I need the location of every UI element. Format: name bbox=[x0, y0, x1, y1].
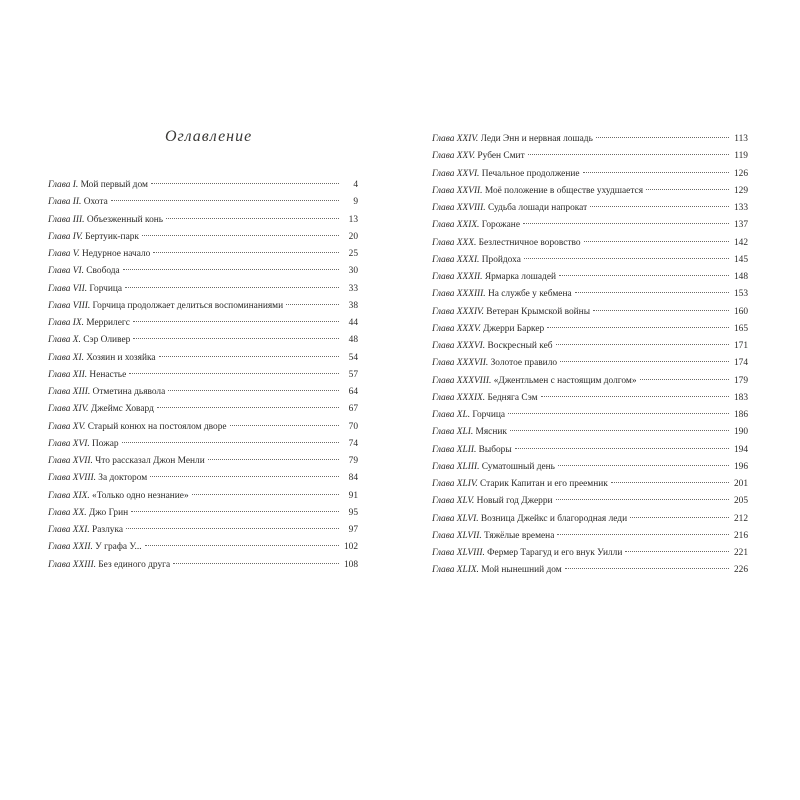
dot-leader bbox=[523, 223, 729, 224]
page-number: 33 bbox=[348, 283, 358, 294]
page-number: 20 bbox=[348, 231, 358, 242]
page-number: 67 bbox=[348, 404, 358, 415]
page-number: 9 bbox=[353, 197, 358, 208]
toc-entry bbox=[432, 476, 748, 493]
dot-leader bbox=[528, 154, 729, 155]
chapter-label: Глава XLII. bbox=[432, 444, 477, 455]
chapter-label: Глава XXXVI. bbox=[432, 341, 486, 351]
chapter-label: Глава XXXI. bbox=[432, 254, 480, 265]
toc-entry bbox=[432, 355, 748, 372]
toc-entry bbox=[432, 562, 748, 579]
toc-entry bbox=[432, 390, 748, 407]
chapter-label: Глава XLVI. bbox=[432, 513, 479, 524]
page-number: 64 bbox=[348, 387, 358, 397]
dot-leader bbox=[565, 568, 729, 569]
chapter-title: Что рассказал Джон Менли bbox=[95, 456, 205, 466]
chapter-title: Мясник bbox=[475, 427, 507, 438]
page-number: 84 bbox=[348, 473, 358, 484]
page-number: 226 bbox=[733, 565, 748, 576]
dot-leader bbox=[133, 338, 339, 339]
chapter-title: Рубен Смит bbox=[477, 151, 525, 162]
chapter-title: Горожане bbox=[481, 220, 520, 231]
page-number: 102 bbox=[343, 542, 358, 553]
toc-entry bbox=[48, 436, 358, 453]
chapter-label: Глава XLVIII. bbox=[432, 548, 485, 558]
dot-leader bbox=[575, 292, 729, 293]
dot-leader bbox=[166, 218, 339, 219]
chapter-title: Ненастье bbox=[89, 369, 127, 380]
toc-entry bbox=[432, 338, 748, 355]
chapter-title: Меррилегс bbox=[86, 318, 130, 328]
chapter-label: Глава III. bbox=[48, 214, 85, 225]
page-number: 97 bbox=[348, 525, 358, 535]
toc-entry bbox=[432, 131, 748, 148]
toc-entry bbox=[432, 269, 748, 286]
page-number: 221 bbox=[733, 548, 748, 558]
chapter-label: Глава IX. bbox=[48, 318, 84, 328]
dot-leader bbox=[556, 499, 729, 500]
chapter-label: Глава V. bbox=[48, 249, 80, 259]
page-number: 165 bbox=[733, 323, 748, 334]
page-number: 142 bbox=[733, 237, 748, 248]
toc-entry bbox=[48, 488, 358, 505]
toc-entry bbox=[48, 453, 358, 470]
chapter-label: Глава XV. bbox=[48, 421, 86, 432]
dot-leader bbox=[640, 379, 729, 380]
chapter-label: Глава XIII. bbox=[48, 387, 91, 397]
toc-entry bbox=[432, 235, 748, 252]
chapter-title: Бедняга Сэм bbox=[487, 392, 538, 403]
dot-leader bbox=[593, 310, 729, 311]
chapter-title: Возница Джейкс и благородная леди bbox=[480, 513, 628, 524]
dot-leader bbox=[168, 390, 339, 391]
toc-entry bbox=[48, 557, 358, 574]
chapter-label: Глава IV. bbox=[48, 231, 83, 242]
dot-leader bbox=[524, 258, 729, 259]
chapter-title: Горчица bbox=[472, 410, 506, 420]
chapter-label: Глава XVI. bbox=[48, 438, 90, 449]
toc-entry bbox=[432, 304, 748, 321]
chapter-label: Глава I. bbox=[48, 180, 79, 190]
dot-leader bbox=[596, 137, 729, 138]
chapter-label: Глава XXIV. bbox=[432, 134, 479, 144]
toc-entry bbox=[432, 252, 748, 269]
toc-entry bbox=[48, 246, 358, 263]
page-number: 57 bbox=[348, 369, 358, 380]
dot-leader bbox=[157, 407, 339, 408]
chapter-label: Глава XVII. bbox=[48, 456, 93, 466]
page-number: 13 bbox=[348, 214, 358, 225]
toc-entry bbox=[48, 505, 358, 522]
dot-leader bbox=[230, 425, 339, 426]
page-number: 54 bbox=[348, 352, 358, 363]
chapter-title: Мой нынешний дом bbox=[481, 565, 562, 576]
page-number: 153 bbox=[733, 289, 748, 300]
chapter-label: Глава XXV. bbox=[432, 151, 476, 162]
chapter-label: Глава XXX. bbox=[432, 237, 477, 248]
toc-entry bbox=[432, 511, 748, 528]
dot-leader bbox=[547, 327, 729, 328]
dot-leader bbox=[508, 413, 729, 414]
chapter-label: Глава X. bbox=[48, 335, 81, 346]
toc-entry bbox=[432, 407, 748, 424]
toc-entry bbox=[432, 424, 748, 441]
dot-leader bbox=[646, 189, 729, 190]
chapter-label: Глава XX. bbox=[48, 507, 87, 518]
chapter-label: Глава XXXII. bbox=[432, 272, 483, 282]
chapter-title: Ветеран Крымской войны bbox=[486, 306, 590, 317]
dot-leader bbox=[583, 172, 729, 173]
dot-leader bbox=[133, 321, 339, 322]
chapter-label: Глава XIX. bbox=[48, 490, 90, 501]
dot-leader bbox=[142, 235, 339, 236]
dot-leader bbox=[590, 206, 729, 207]
dot-leader bbox=[153, 252, 339, 253]
chapter-title: Без единого друга bbox=[98, 559, 171, 570]
toc-entry bbox=[48, 367, 358, 384]
chapter-label: Глава XLIII. bbox=[432, 461, 480, 472]
toc-entry bbox=[432, 321, 748, 338]
toc-entry bbox=[432, 200, 748, 217]
dot-leader bbox=[286, 304, 339, 305]
chapter-title: Безлестничное воровство bbox=[478, 237, 581, 248]
toc-entry bbox=[48, 315, 358, 332]
chapter-label: Глава XXVIII. bbox=[432, 203, 486, 213]
chapter-title: У графа У... bbox=[95, 542, 142, 553]
dot-leader bbox=[556, 344, 729, 345]
dot-leader bbox=[208, 459, 339, 460]
page-number: 212 bbox=[733, 513, 748, 524]
chapter-label: Глава XXIII. bbox=[48, 559, 96, 570]
toc-left-column bbox=[48, 177, 358, 574]
chapter-title: Джо Грин bbox=[88, 507, 129, 518]
toc-entry bbox=[48, 522, 358, 539]
chapter-title: Сэр Оливер bbox=[83, 335, 131, 346]
toc-entry bbox=[48, 332, 358, 349]
toc-entry bbox=[432, 545, 748, 562]
chapter-label: Глава XLIX. bbox=[432, 565, 479, 576]
dot-leader bbox=[541, 396, 729, 397]
chapter-title: На службе у кебмена bbox=[488, 289, 572, 300]
chapter-title: Охота bbox=[83, 197, 108, 208]
toc-entry bbox=[48, 539, 358, 556]
chapter-label: Глава XVIII. bbox=[48, 473, 96, 484]
dot-leader bbox=[145, 545, 339, 546]
toc-entry bbox=[432, 148, 748, 165]
page-title: Оглавление bbox=[165, 128, 253, 145]
chapter-label: Глава XLIV. bbox=[432, 479, 478, 489]
chapter-label: Глава XL. bbox=[432, 410, 471, 420]
toc-entry bbox=[48, 350, 358, 367]
page-number: 129 bbox=[733, 185, 748, 196]
dot-leader bbox=[159, 356, 339, 357]
toc-entry bbox=[48, 470, 358, 487]
page-number: 126 bbox=[733, 168, 748, 179]
chapter-title: Свобода bbox=[86, 266, 120, 277]
dot-leader bbox=[123, 269, 339, 270]
toc-entry bbox=[48, 194, 358, 211]
chapter-title: Пожар bbox=[92, 438, 119, 449]
dot-leader bbox=[122, 442, 339, 443]
toc-entry bbox=[432, 459, 748, 476]
page-number: 25 bbox=[348, 249, 358, 259]
chapter-title: Тяжёлые времена bbox=[484, 530, 555, 541]
dot-leader bbox=[173, 563, 339, 564]
page-number: 137 bbox=[733, 220, 748, 231]
page-number: 190 bbox=[733, 427, 748, 438]
toc-entry bbox=[48, 419, 358, 436]
page-number: 196 bbox=[733, 461, 748, 472]
chapter-title: Печальное продолжение bbox=[481, 168, 580, 179]
chapter-title: Объезженный конь bbox=[86, 214, 164, 225]
chapter-title: Пройдоха bbox=[481, 254, 521, 265]
page-number: 38 bbox=[348, 300, 358, 311]
chapter-label: Глава XXXIV. bbox=[432, 306, 484, 317]
chapter-title: Разлука bbox=[92, 525, 124, 535]
page-number: 95 bbox=[348, 507, 358, 518]
dot-leader bbox=[111, 200, 339, 201]
dot-leader bbox=[129, 373, 339, 374]
toc-entry bbox=[432, 373, 748, 390]
toc-entry bbox=[48, 281, 358, 298]
toc-entry bbox=[48, 263, 358, 280]
page-number: 119 bbox=[734, 151, 748, 162]
chapter-label: Глава XXXVII. bbox=[432, 358, 489, 369]
page-number: 48 bbox=[348, 335, 358, 346]
chapter-label: Глава XXXIX. bbox=[432, 392, 486, 403]
chapter-title: Суматошный день bbox=[481, 461, 555, 472]
chapter-label: Глава XLV. bbox=[432, 496, 475, 507]
page-number: 160 bbox=[733, 306, 748, 317]
chapter-label: Глава XXII. bbox=[48, 542, 93, 553]
chapter-title: Горчица bbox=[89, 283, 123, 294]
chapter-title: Недурное начало bbox=[81, 249, 151, 259]
page-number: 108 bbox=[343, 559, 358, 570]
page-number: 201 bbox=[733, 479, 748, 489]
chapter-title: Отметина дьявола bbox=[92, 387, 166, 397]
chapter-label: Глава XLI. bbox=[432, 427, 474, 438]
dot-leader bbox=[558, 465, 729, 466]
toc-entry bbox=[432, 442, 748, 459]
chapter-title: «Только одно незнание» bbox=[92, 490, 189, 501]
chapter-label: Глава XXIX. bbox=[432, 220, 480, 231]
dot-leader bbox=[611, 482, 729, 483]
chapter-title: Леди Энн и нервная лошадь bbox=[480, 134, 593, 144]
page-number: 145 bbox=[733, 254, 748, 265]
dot-leader bbox=[560, 361, 729, 362]
dot-leader bbox=[625, 551, 729, 552]
chapter-label: Глава XIV. bbox=[48, 404, 89, 415]
chapter-title: Новый год Джерри bbox=[476, 496, 553, 507]
toc-entry bbox=[432, 166, 748, 183]
page-number: 216 bbox=[733, 530, 748, 541]
chapter-title: Золотое правило bbox=[490, 358, 558, 369]
chapter-label: Глава XXXV. bbox=[432, 323, 481, 334]
dot-leader bbox=[126, 528, 339, 529]
page-number: 205 bbox=[733, 496, 748, 507]
page-number: 113 bbox=[734, 134, 748, 144]
page-number: 148 bbox=[733, 272, 748, 282]
dot-leader bbox=[584, 241, 729, 242]
chapter-title: Старый конюх на постоялом дворе bbox=[87, 421, 227, 432]
page-number: 171 bbox=[733, 341, 748, 351]
page-number: 70 bbox=[348, 421, 358, 432]
dot-leader bbox=[131, 511, 339, 512]
dot-leader bbox=[557, 534, 729, 535]
page-number: 30 bbox=[348, 266, 358, 277]
toc-entry bbox=[432, 286, 748, 303]
toc-entry bbox=[48, 401, 358, 418]
chapter-title: Судьба лошади напрокат bbox=[488, 203, 588, 213]
dot-leader bbox=[510, 430, 729, 431]
chapter-label: Глава II. bbox=[48, 197, 82, 208]
page-number: 194 bbox=[733, 444, 748, 455]
chapter-label: Глава XXXIII. bbox=[432, 289, 486, 300]
chapter-label: Глава XXVI. bbox=[432, 168, 480, 179]
dot-leader bbox=[192, 494, 339, 495]
chapter-title: Мой первый дом bbox=[80, 180, 148, 190]
chapter-label: Глава XXXVIII. bbox=[432, 375, 492, 386]
chapter-title: Фермер Тарагуд и его внук Уилли bbox=[487, 548, 623, 558]
dot-leader bbox=[125, 287, 339, 288]
chapter-title: За доктором bbox=[98, 473, 148, 484]
chapter-title: Выборы bbox=[478, 444, 512, 455]
chapter-title: «Джентльмен с настоящим долгом» bbox=[493, 375, 637, 386]
toc-entry bbox=[432, 528, 748, 545]
page-number: 174 bbox=[733, 358, 748, 369]
page-number: 74 bbox=[348, 438, 358, 449]
chapter-label: Глава XLVII. bbox=[432, 530, 482, 541]
chapter-label: Глава VIII. bbox=[48, 300, 91, 311]
chapter-title: Бертуик-парк bbox=[85, 231, 139, 242]
dot-leader bbox=[559, 275, 729, 276]
chapter-title: Моё положение в обществе ухудшается bbox=[484, 185, 644, 196]
page-number: 133 bbox=[733, 203, 748, 213]
toc-entry bbox=[432, 183, 748, 200]
toc-entry bbox=[432, 493, 748, 510]
page-number: 179 bbox=[733, 375, 748, 386]
toc-entry bbox=[432, 217, 748, 234]
page-number: 79 bbox=[348, 456, 358, 466]
chapter-title: Воскресный кеб bbox=[487, 341, 553, 351]
dot-leader bbox=[630, 517, 729, 518]
dot-leader bbox=[151, 183, 339, 184]
toc-entry bbox=[48, 229, 358, 246]
chapter-label: Глава XII. bbox=[48, 369, 88, 380]
chapter-title: Джеймс Ховард bbox=[90, 404, 154, 415]
dot-leader bbox=[150, 476, 339, 477]
toc-entry bbox=[48, 177, 358, 194]
page-number: 186 bbox=[733, 410, 748, 420]
chapter-label: Глава XXI. bbox=[48, 525, 90, 535]
chapter-title: Горчица продолжает делиться воспоминаниями bbox=[92, 300, 284, 311]
chapter-label: Глава VI. bbox=[48, 266, 84, 277]
toc-entry bbox=[48, 384, 358, 401]
chapter-label: Глава XI. bbox=[48, 352, 84, 363]
chapter-title: Старик Капитан и его преемник bbox=[480, 479, 608, 489]
chapter-title: Хозяин и хозяйка bbox=[86, 352, 156, 363]
chapter-label: Глава XXVII. bbox=[432, 185, 483, 196]
chapter-label: Глава VII. bbox=[48, 283, 88, 294]
page-number: 4 bbox=[353, 180, 358, 190]
dot-leader bbox=[515, 448, 729, 449]
chapter-title: Джерри Баркер bbox=[483, 323, 545, 334]
toc-entry bbox=[48, 212, 358, 229]
page-number: 183 bbox=[733, 392, 748, 403]
page-number: 91 bbox=[348, 490, 358, 501]
toc-entry bbox=[48, 298, 358, 315]
page-number: 44 bbox=[348, 318, 358, 328]
toc-right-column bbox=[432, 131, 748, 580]
chapter-title: Ярмарка лошадей bbox=[484, 272, 557, 282]
